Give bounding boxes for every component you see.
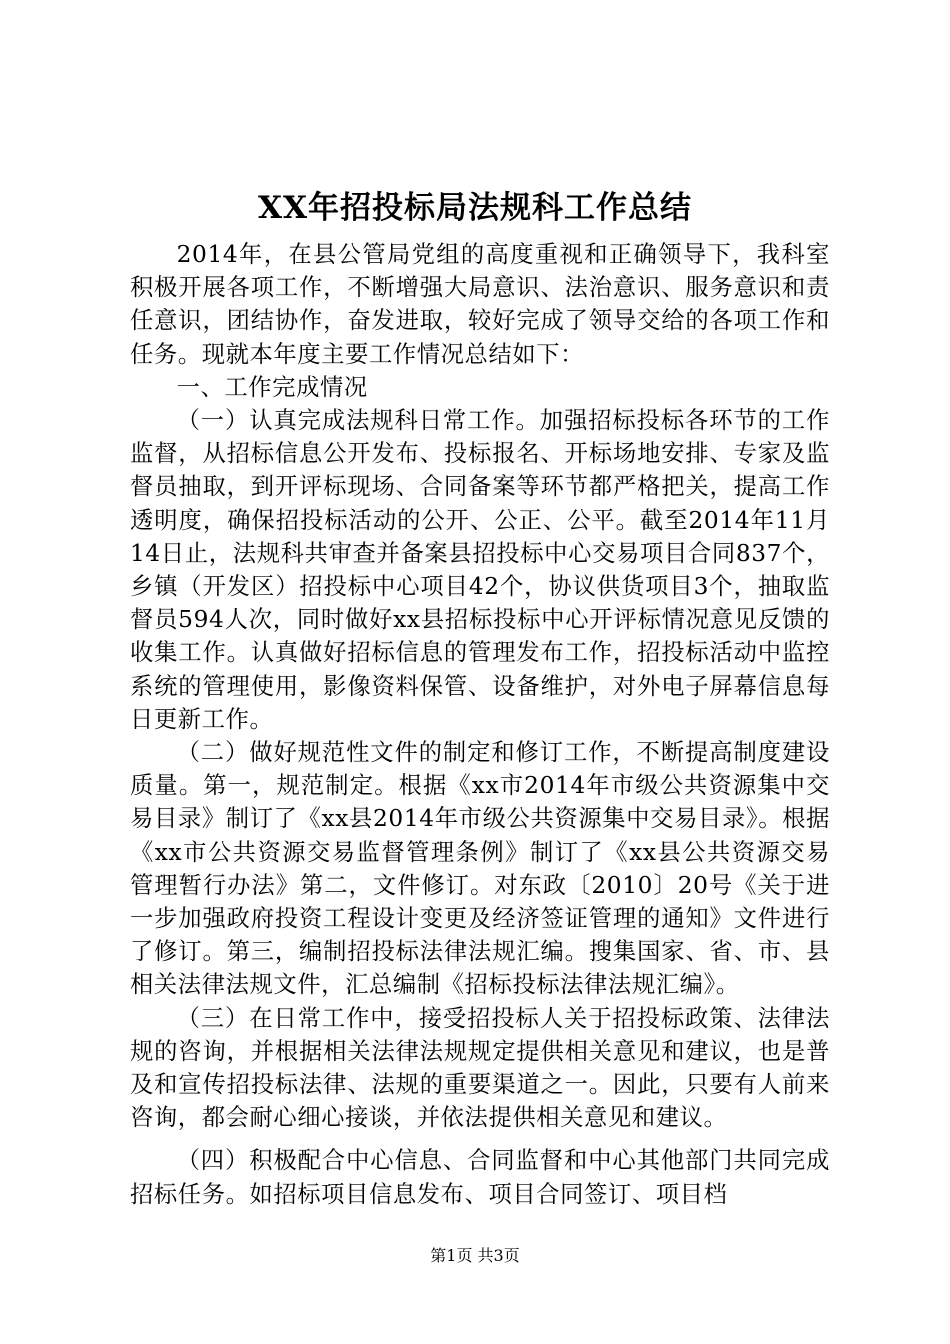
document-body — [130, 238, 830, 1211]
paragraph-intro: 2014年，在县公管局党组的高度重视和正确领导下，我科室积极开展各项工作，不断增强大局意识、法治意识、服务意识和责任意识，团结协作，奋发进取，较好完成了领导交给的各项工作和任务。现就本年度主要工作情况总结如下： — [130, 241, 830, 368]
paragraph-item-3: （三）在日常工作中，接受招投标人关于招投标政策、法律法规的咨询，并根据相关法律法规规定提供相关意见和建议，也是普及和宣传招投标法律、法规的重要渠道之一。因此，只要有人前来咨询，都会耐心细心接谈，并依法提供相关意见和建议。 — [130, 1004, 830, 1132]
paragraph-item-1: （一）认真完成法规科日常工作。加强招标投标各环节的工作监督，从招标信息公开发布、投标报名、开标场地安排、专家及监督员抽取，到开评标现场、合同备案等环节都严格把关，提高工作透明度，确保招投标活动的公开、公正、公平。截至2014年11月14日止，法规科共审查并备案县招投标中心交易项目合同837个，乡镇（开发区）招投标中心项目42个，协议供货项目3个，抽取监督员594人次，同时做好xx县招标投标中心开评标情况意见反馈的收集工作。认真做好招标信息的管理发布工作，招投标活动中监控系统的管理使用，影像资料保管、设备维护，对外电子屏幕信息每日更新工作。 — [130, 407, 830, 733]
paragraph-item-4: （四）积极配合中心信息、合同监督和中心其他部门共同完成招标任务。如招标项目信息发布、项目合同签订、项目档 — [130, 1147, 830, 1208]
document-title: XX年招投标局法规科工作总结 — [257, 190, 693, 226]
page-number-footer: 第1页 共3页 — [430, 1246, 520, 1265]
section-heading: 一、工作完成情况 — [176, 373, 368, 401]
paragraph-item-2: （二）做好规范性文件的制定和修订工作，不断提高制度建设质量。第一，规范制定。根据《xx市2014年市级公共资源集中交易目录》制订了《xx县2014年市级公共资源集中交易目录》。根据《xx市公共资源交易监督管理条例》制订了《xx县公共资源交易管理暂行办法》第二，文件修订。对东政〔2010〕20号《关于进一步加强政府投资工程设计变更及经济签证管理的通知》文件进行了修订。第三，编制招投标法律法规汇编。搜集国家、省、市、县相关法律法规文件，汇总编制《招标投标法律法规汇编》。 — [130, 739, 830, 999]
